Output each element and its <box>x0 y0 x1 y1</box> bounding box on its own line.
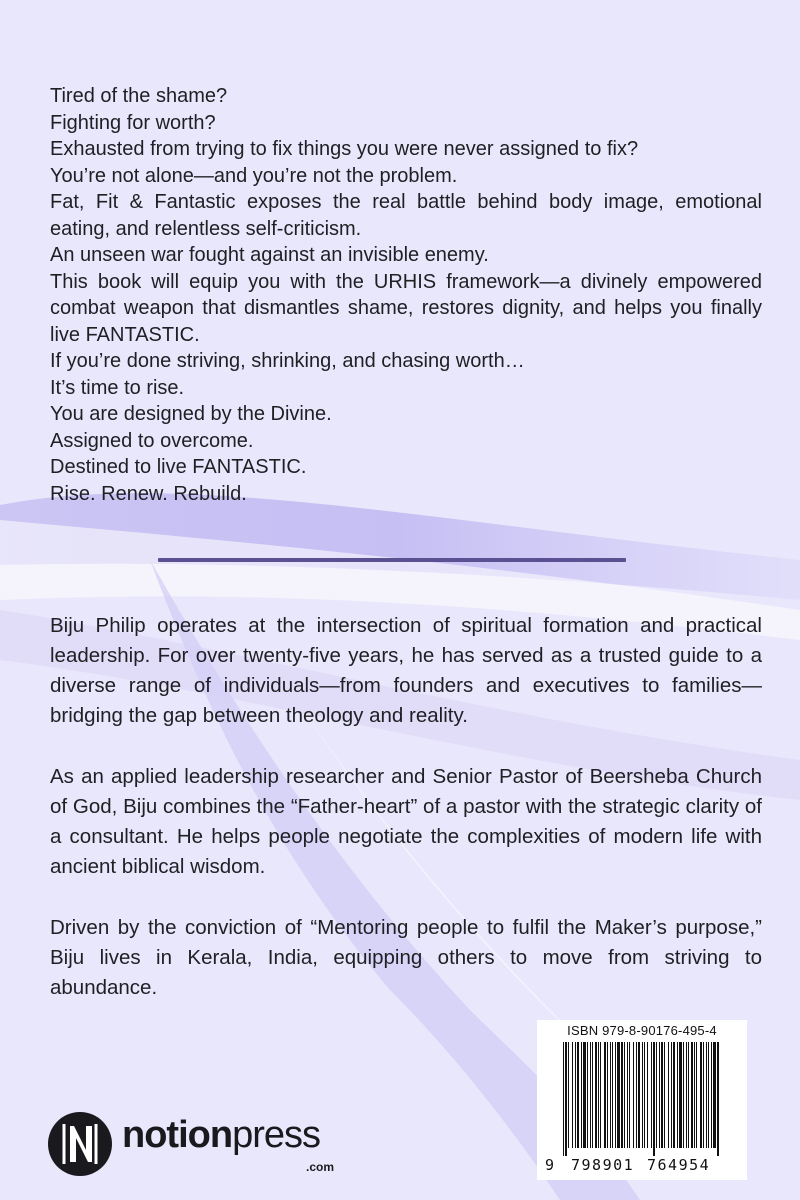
barcode-bar <box>668 1042 669 1148</box>
barcode-bar <box>696 1042 697 1148</box>
barcode-bar <box>706 1042 707 1148</box>
isbn-digit-first: 9 <box>545 1156 555 1174</box>
barcode-bar <box>688 1042 689 1148</box>
barcode-bar <box>659 1042 660 1148</box>
barcode-bar <box>664 1042 665 1148</box>
barcode-bar <box>673 1042 675 1148</box>
bio-paragraph: As an applied leadership researcher and Senior Pastor of Beersheba Church of God, Biju combines the “Father-heart” of a pastor with the strategic clarity of a consultant. He helps people negotiate the complexities of modern life with ancient biblical wisdom. <box>50 765 762 878</box>
author-bio <box>50 611 762 1034</box>
barcode-bar <box>647 1042 648 1148</box>
blurb-line: You’re not alone—and you’re not the problem. <box>50 164 458 187</box>
barcode-bar <box>607 1042 608 1148</box>
barcode-bar <box>642 1042 643 1148</box>
barcode-bar <box>627 1042 628 1148</box>
barcode-bar <box>575 1042 576 1148</box>
barcode-bar <box>679 1042 682 1148</box>
barcode-bar <box>592 1042 593 1148</box>
barcode-bar <box>629 1042 630 1148</box>
barcode-bar <box>615 1042 616 1148</box>
blurb-line: It’s time to rise. <box>50 376 185 399</box>
barcode-bar <box>677 1042 678 1148</box>
barcode-bar <box>604 1042 606 1148</box>
blurb-line: An unseen war fought against an invisible enemy. <box>50 244 489 266</box>
barcode-bar <box>656 1042 657 1148</box>
blurb <box>50 83 762 507</box>
barcode-bar <box>661 1042 663 1148</box>
isbn-digits-left: 798901 <box>571 1156 635 1174</box>
blurb-line: Exhausted from trying to fix things you were never assigned to fix? <box>50 138 639 160</box>
publisher-domain: .com <box>306 1160 335 1174</box>
blurb-line: Rise. Renew. Rebuild. <box>50 482 247 505</box>
isbn-barcode-box <box>537 1020 747 1180</box>
bio-paragraph: Driven by the conviction of “Mentoring people to fulfil the Maker’s purpose,” Biju lives in Kerala, India, equipping others to move from striving to abundance. <box>50 916 762 999</box>
barcode-bar <box>691 1042 693 1148</box>
barcode-bar <box>572 1042 573 1148</box>
barcode-bar <box>610 1042 611 1148</box>
blurb-line: Tired of the shame? <box>50 85 228 107</box>
barcode-bar <box>636 1042 637 1148</box>
publisher-name <box>122 1114 320 1157</box>
barcode-bar <box>624 1042 625 1148</box>
isbn-digits-right: 764954 <box>647 1156 711 1174</box>
barcode-bar <box>590 1042 591 1148</box>
barcode <box>563 1042 721 1156</box>
barcode-bar <box>694 1042 695 1148</box>
barcode-bar <box>612 1042 613 1148</box>
barcode-bar <box>600 1042 601 1148</box>
barcode-bar <box>717 1042 719 1156</box>
barcode-bar <box>563 1042 564 1156</box>
barcode-bar <box>617 1042 620 1148</box>
barcode-bar <box>595 1042 597 1148</box>
barcode-bar <box>700 1042 702 1148</box>
barcode-bar <box>577 1042 579 1148</box>
barcode-bar <box>683 1042 684 1148</box>
isbn-digits <box>537 1156 747 1176</box>
blurb-line: Destined to live FANTASTIC. <box>50 456 307 478</box>
blurb-line: Fighting for worth? <box>50 111 216 134</box>
barcode-bar <box>703 1042 704 1148</box>
publisher-logo <box>48 1112 358 1192</box>
barcode-bar <box>568 1042 569 1148</box>
barcode-bar <box>587 1042 588 1148</box>
barcode-bar <box>686 1042 687 1148</box>
publisher-name-light: press <box>232 1114 320 1156</box>
section-divider <box>158 558 626 562</box>
barcode-bar <box>621 1042 623 1148</box>
barcode-bar <box>671 1042 672 1148</box>
barcode-bar <box>581 1042 582 1148</box>
barcode-bar <box>708 1042 709 1148</box>
barcode-bar <box>651 1042 652 1148</box>
blurb-line: You are designed by the Divine. <box>50 403 332 425</box>
blurb-line: If you’re done striving, shrinking, and chasing worth… <box>50 350 525 372</box>
barcode-bar <box>565 1042 567 1156</box>
barcode-bar <box>711 1042 712 1148</box>
blurb-line: Fat, Fit & Fantastic exposes the real battle behind body image, emotional eating, and relentless self-criticism. <box>50 191 762 240</box>
barcode-bar <box>598 1042 599 1148</box>
barcode-bar <box>583 1042 586 1148</box>
barcode-bar <box>633 1042 634 1148</box>
blurb-line: Assigned to overcome. <box>50 429 254 452</box>
publisher-name-bold: notion <box>122 1114 233 1156</box>
blurb-line: This book will equip you with the URHIS framework—a divinely empowered combat weapon that dismantles shame, restores dignity, and helps you finally live FANTASTIC. <box>50 270 762 346</box>
barcode-bar <box>644 1042 645 1148</box>
barcode-bar <box>638 1042 640 1148</box>
bio-paragraph: Biju Philip operates at the intersection of spiritual formation and practical leadership. For over twenty-five years, he has served as a trusted guide to a diverse range of individuals—from founders and executives to families—bridging the gap between theology and reality. <box>50 614 762 727</box>
isbn-label: ISBN 979-8-90176-495-4 <box>567 1023 717 1038</box>
barcode-bar <box>653 1042 655 1156</box>
publisher-logo-icon <box>48 1112 112 1176</box>
barcode-bar <box>713 1042 716 1148</box>
